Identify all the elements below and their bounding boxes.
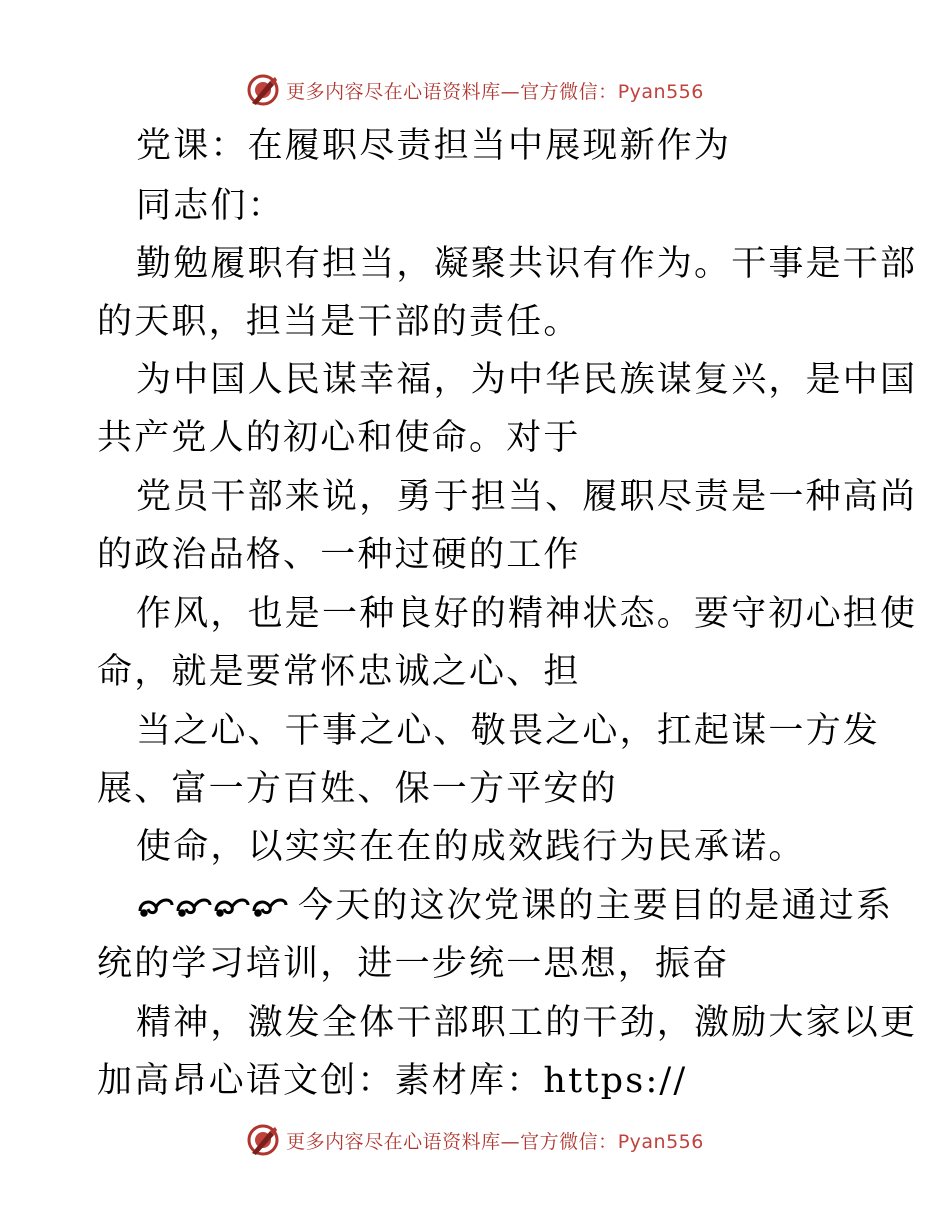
watermark-separator: — <box>500 80 521 103</box>
ornament-icon <box>136 891 296 921</box>
pen-logo-icon <box>246 1123 280 1157</box>
paragraph-text: 今天的这次党课的主要目的是通过系 <box>298 886 894 926</box>
paragraph-line: 命，就是要常怀忠诚之心、担 <box>97 652 581 692</box>
header-watermark <box>0 70 950 110</box>
document-title: 党课：在履职尽责担当中展现新作为 <box>136 126 732 166</box>
paragraph-line: 的政治品格、一种过硬的工作 <box>97 535 581 575</box>
paragraph-line: 展、富一方百姓、保一方平安的 <box>97 769 618 809</box>
paragraph-line: 加高昂心语文创：素材库：https:// <box>97 1061 688 1101</box>
paragraph-line: 党员干部来说，勇于担当、履职尽责是一种高尚 <box>136 477 918 517</box>
paragraph-line: 当之心、干事之心、敬畏之心，扛起谋一方发 <box>136 711 881 751</box>
watermark-label: 官方微信： <box>520 1130 618 1153</box>
watermark-text: 更多内容尽在心语资料库 <box>286 80 501 103</box>
watermark-separator: — <box>500 1130 521 1153</box>
paragraph-line-ornamented <box>136 886 893 926</box>
paragraph-line: 同志们： <box>136 186 285 226</box>
paragraph-line: 使命，以实实在在的成效践行为民承诺。 <box>136 827 806 867</box>
paragraph-line: 的天职，担当是干部的责任。 <box>97 302 581 342</box>
watermark-account: Pyan556 <box>617 1130 704 1153</box>
paragraph-line: 共产党人的初心和使命。对于 <box>97 418 581 458</box>
footer-watermark <box>0 1120 950 1160</box>
paragraph-line: 勤勉履职有担当，凝聚共识有作为。干事是干部 <box>136 244 918 284</box>
paragraph-line: 作风，也是一种良好的精神状态。要守初心担使 <box>136 594 918 634</box>
paragraph-line: 精神，激发全体干部职工的干劲，激励大家以更 <box>136 1003 918 1043</box>
paragraph-line: 统的学习培训，进一步统一思想，振奋 <box>97 944 730 984</box>
watermark-text: 更多内容尽在心语资料库 <box>286 1130 501 1153</box>
paragraph-line: 为中国人民谋幸福，为中华民族谋复兴，是中国 <box>136 360 918 400</box>
pen-logo-icon <box>246 73 280 107</box>
watermark-account: Pyan556 <box>617 80 704 103</box>
watermark-label: 官方微信： <box>520 80 618 103</box>
